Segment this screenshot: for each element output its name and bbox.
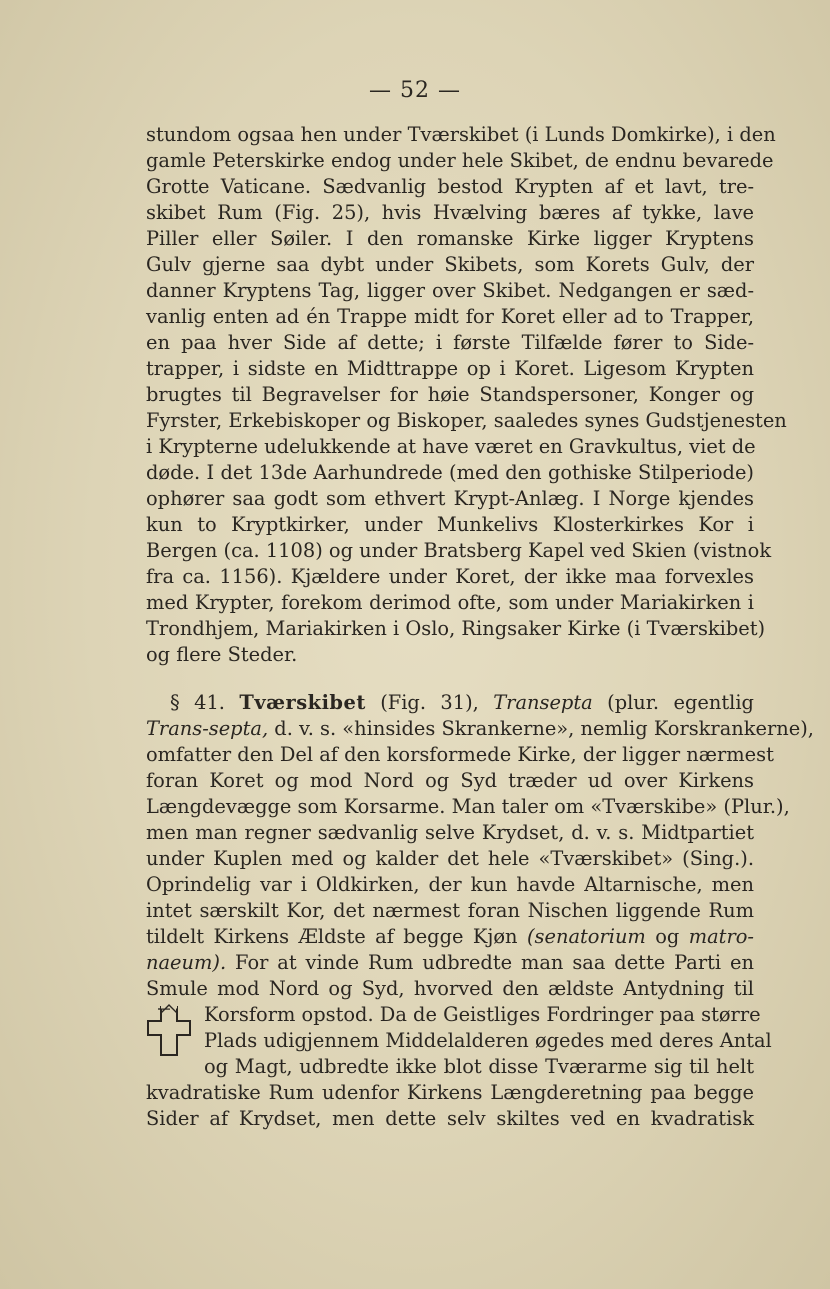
text-line: omfatter den Del af den korsformede Kirke, der ligger nærmest <box>146 743 774 766</box>
text-line: vanlig enten ad én Trappe midt for Koret eller ad to Trapper, <box>146 305 754 328</box>
text-line: kvadratiske Rum udenfor Kirkens Længderetning paa begge <box>146 1081 754 1104</box>
text-line: Længdevægge som Korsarme. Man taler om «Tværskibe» (Plur.), <box>146 795 790 818</box>
section-keyword: Tværskibet <box>239 691 366 714</box>
latin-term: Trans-septa, <box>146 717 269 740</box>
latin-term: (senatorium <box>526 925 646 948</box>
text-line: Grotte Vaticane. Sædvanlig bestod Krypten af et lavt, tre- <box>146 175 754 198</box>
text-line: Bergen (ca. 1108) og under Bratsberg Kapel ved Skien (vistnok <box>146 539 772 562</box>
text-line: Plads udigjennem Middelalderen øgedes med deres Antal <box>204 1029 772 1052</box>
text-line: kun to Kryptkirker, under Munkelivs Klosterkirkes Kor i <box>146 513 754 536</box>
text-line <box>146 716 814 742</box>
latin-term: naeum). <box>146 951 227 974</box>
text-line: Piller eller Søiler. I den romanske Kirke ligger Kryptens <box>146 227 754 250</box>
text-line: brugtes til Begravelser for høie Standspersoner, Konger og <box>146 383 754 406</box>
text-line: døde. I det 13de Aarhundrede (med den gothiske Stilperiode) <box>146 461 754 484</box>
cross-floorplan-icon <box>144 1003 194 1059</box>
text-line: en paa hver Side af dette; i første Tilfælde fører to Side- <box>146 331 754 354</box>
text-line: i Krypterne udelukkende at have været en Gravkultus, viet de <box>146 435 756 458</box>
text-span: tildelt Kirkens Ældste af begge Kjøn <box>146 925 518 948</box>
text-line: Korsform opstod. Da de Geistliges Fordringer paa større <box>204 1003 761 1026</box>
section-number: § 41. <box>170 691 225 714</box>
text-line: Smule mod Nord og Syd, hvorved den ældste Antydning til <box>146 977 754 1000</box>
text-span: (Fig. 31), <box>380 691 479 714</box>
text-line: og Magt, udbredte ikke blot disse Tværarme sig til helt <box>204 1055 754 1078</box>
text-line: Oprindelig var i Oldkirken, der kun havde Altarnische, men <box>146 873 754 896</box>
text-span: (plur. egentlig <box>607 691 754 714</box>
text-line: foran Koret og mod Nord og Syd træder ud over Kirkens <box>146 769 754 792</box>
text-line: stundom ogsaa hen under Tværskibet (i Lunds Domkirke), i den <box>146 123 776 146</box>
latin-term: Transepta <box>493 691 593 714</box>
text-line: Gulv gjerne saa dybt under Skibets, som Korets Gulv, der <box>146 253 754 276</box>
latin-term: matro- <box>688 925 754 948</box>
text-span: d. v. s. «hinsides Skrankerne», nemlig Korskrankerne), <box>274 717 814 740</box>
text-line: med Krypter, forekom derimod ofte, som under Mariakirken i <box>146 591 754 614</box>
text-span: og <box>655 925 680 948</box>
section-heading-line <box>170 690 754 716</box>
text-line: gamle Peterskirke endog under hele Skibet, de endnu bevarede <box>146 149 774 172</box>
page-number: — 52 — <box>369 78 461 103</box>
text-line: under Kuplen med og kalder det hele «Tværskibet» (Sing.). <box>146 847 754 870</box>
text-line <box>146 924 754 950</box>
text-line: Fyrster, Erkebiskoper og Biskoper, saaledes synes Gudstjenesten <box>146 409 787 432</box>
text-line: Sider af Krydset, men dette selv skiltes ved en kvadratisk <box>146 1107 754 1130</box>
text-line: Trondhjem, Mariakirken i Oslo, Ringsaker Kirke (i Tværskibet) <box>146 617 766 640</box>
text-line: skibet Rum (Fig. 25), hvis Hvælving bæres af tykke, lave <box>146 201 754 224</box>
text-line: danner Kryptens Tag, ligger over Skibet. Nedgangen er sæd- <box>146 279 754 302</box>
text-line: fra ca. 1156). Kjældere under Koret, der ikke maa forvexles <box>146 565 754 588</box>
text-line <box>146 950 754 976</box>
text-line: men man regner sædvanlig selve Krydset, d. v. s. Midtpartiet <box>146 821 754 844</box>
text-line: ophører saa godt som ethvert Krypt-Anlæg. I Norge kjendes <box>146 487 754 510</box>
text-line: trapper, i sidste en Midttrappe op i Koret. Ligesom Krypten <box>146 357 754 380</box>
text-line: intet særskilt Kor, det nærmest foran Nischen liggende Rum <box>146 899 754 922</box>
text-span: For at vinde Rum udbredte man saa dette Parti en <box>235 951 754 974</box>
text-line: og flere Steder. <box>146 643 298 666</box>
